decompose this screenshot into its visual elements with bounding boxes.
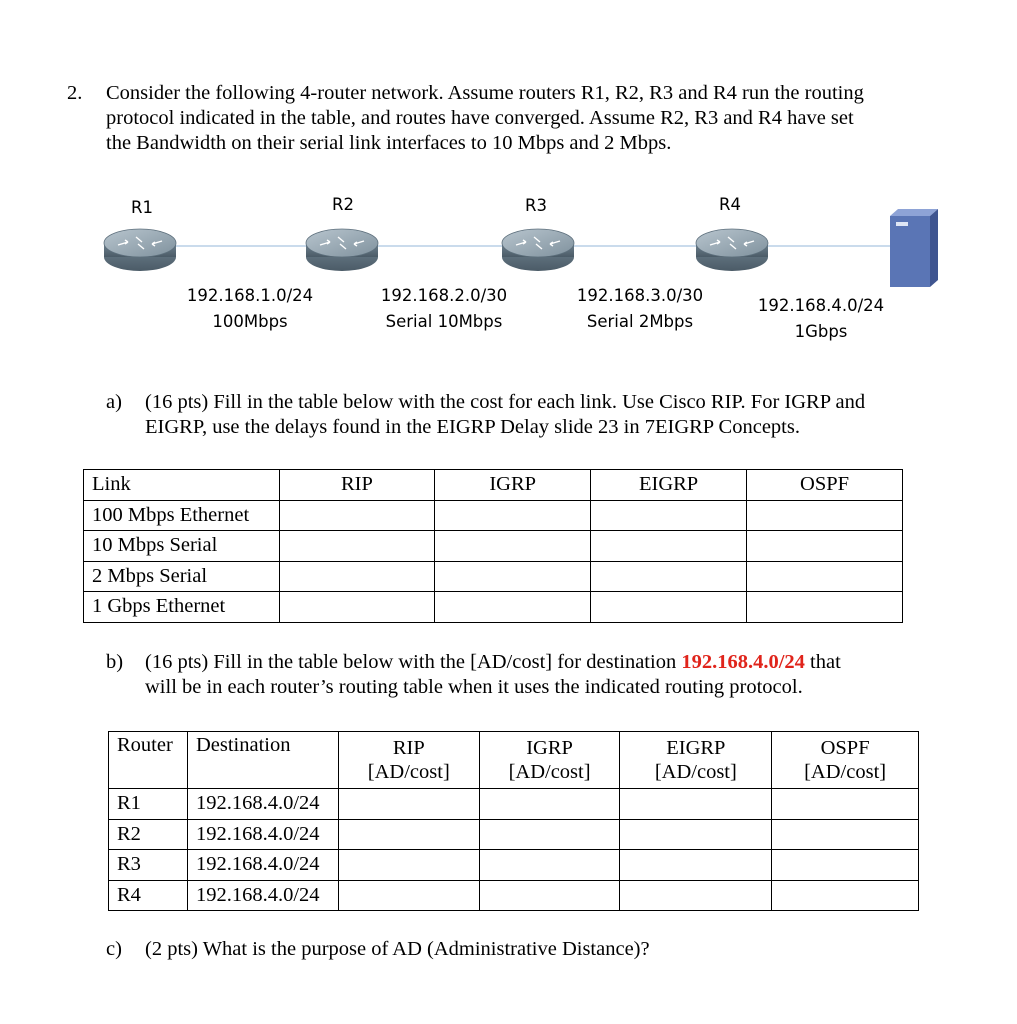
header-link: Link	[84, 470, 280, 501]
part-b-line-1	[145, 650, 965, 675]
router-cell: R2	[109, 819, 188, 850]
router-icon	[696, 229, 768, 271]
table-header-row	[84, 470, 903, 501]
part-b-line-1-pre: (16 pts) Fill in the table below with the [AD/cost] for destination	[145, 651, 682, 673]
link-name-cell: 10 Mbps Serial	[84, 531, 280, 562]
table-row	[84, 500, 903, 531]
header-destination: Destination	[187, 732, 338, 789]
ospf-entry-cell[interactable]	[772, 850, 919, 881]
rip-entry-cell[interactable]	[338, 789, 479, 820]
link-cost-table	[83, 469, 903, 623]
part-b-letter: b)	[106, 651, 124, 673]
eigrp-entry-cell[interactable]	[620, 850, 772, 881]
header-eigrp-label: EIGRP	[666, 737, 726, 759]
router-icon	[104, 229, 176, 271]
header-eigrp	[620, 732, 772, 789]
part-c-letter: c)	[106, 938, 122, 960]
rip-cost-cell[interactable]	[279, 561, 435, 592]
header-rip: RIP	[279, 470, 435, 501]
eigrp-cost-cell[interactable]	[591, 592, 747, 623]
link-name-cell: 100 Mbps Ethernet	[84, 500, 280, 531]
table-header-row	[109, 732, 919, 789]
igrp-cost-cell[interactable]	[435, 592, 591, 623]
header-ospf-sub: [AD/cost]	[804, 761, 887, 783]
eigrp-cost-cell[interactable]	[591, 500, 747, 531]
rip-cost-cell[interactable]	[279, 592, 435, 623]
link-label-4	[741, 293, 901, 345]
header-igrp: IGRP	[435, 470, 591, 501]
ospf-cost-cell[interactable]	[747, 531, 903, 562]
igrp-entry-cell[interactable]	[479, 819, 620, 850]
ospf-cost-cell[interactable]	[747, 592, 903, 623]
ospf-entry-cell[interactable]	[772, 819, 919, 850]
table-row	[109, 850, 919, 881]
header-igrp-label: IGRP	[526, 737, 573, 759]
link-network: 192.168.2.0/30	[380, 286, 508, 305]
router-label-r4: R4	[719, 195, 741, 214]
destination-cell: 192.168.4.0/24	[187, 850, 338, 881]
link-name-cell: 2 Mbps Serial	[84, 561, 280, 592]
link-label-1	[170, 283, 330, 335]
link-label-3	[560, 283, 720, 335]
igrp-entry-cell[interactable]	[479, 880, 620, 911]
destination-cell: 192.168.4.0/24	[187, 880, 338, 911]
table-row	[109, 789, 919, 820]
header-ospf-label: OSPF	[820, 737, 870, 759]
router-icon	[502, 229, 574, 271]
question-number: 2.	[67, 82, 83, 104]
header-igrp-sub: [AD/cost]	[508, 761, 591, 783]
table-row	[84, 531, 903, 562]
header-ospf: OSPF	[747, 470, 903, 501]
ospf-entry-cell[interactable]	[772, 880, 919, 911]
rip-entry-cell[interactable]	[338, 819, 479, 850]
header-rip	[338, 732, 479, 789]
part-a-line-1: (16 pts) Fill in the table below with the cost for each link. Use Cisco RIP. For IGRP and	[145, 391, 866, 413]
router-cell: R4	[109, 880, 188, 911]
eigrp-cost-cell[interactable]	[591, 531, 747, 562]
link-network: 192.168.3.0/30	[576, 286, 704, 305]
intro-line-2: protocol indicated in the table, and routes have converged. Assume R2, R3 and R4 have set	[106, 107, 854, 129]
rip-entry-cell[interactable]	[338, 880, 479, 911]
link-label-2	[364, 283, 524, 335]
header-rip-sub: [AD/cost]	[367, 761, 450, 783]
link-desc: Serial 10Mbps	[385, 312, 503, 331]
table-row	[84, 592, 903, 623]
table-row	[84, 561, 903, 592]
intro-line-1: Consider the following 4-router network. Assume routers R1, R2, R3 and R4 run the routing	[106, 82, 864, 104]
intro-line-3: the Bandwidth on their serial link interfaces to 10 Mbps and 2 Mbps.	[106, 132, 672, 154]
rip-cost-cell[interactable]	[279, 500, 435, 531]
header-eigrp: EIGRP	[591, 470, 747, 501]
header-eigrp-sub: [AD/cost]	[654, 761, 737, 783]
table-row	[109, 819, 919, 850]
header-ospf	[772, 732, 919, 789]
server-icon	[890, 209, 938, 287]
header-router: Router	[109, 732, 188, 789]
route-table	[108, 731, 919, 911]
igrp-entry-cell[interactable]	[479, 850, 620, 881]
part-b-text	[145, 650, 965, 700]
eigrp-entry-cell[interactable]	[620, 819, 772, 850]
ospf-cost-cell[interactable]	[747, 500, 903, 531]
eigrp-cost-cell[interactable]	[591, 561, 747, 592]
router-label-r3: R3	[525, 196, 547, 215]
header-rip-label: RIP	[392, 737, 425, 759]
router-label-r2: R2	[332, 195, 354, 214]
link-desc: 100Mbps	[212, 312, 288, 331]
igrp-cost-cell[interactable]	[435, 500, 591, 531]
router-cell: R1	[109, 789, 188, 820]
part-a-letter: a)	[106, 391, 122, 413]
eigrp-entry-cell[interactable]	[620, 880, 772, 911]
part-a-line-2: EIGRP, use the delays found in the EIGRP Delay slide 23 in 7EIGRP Concepts.	[145, 416, 800, 438]
ospf-cost-cell[interactable]	[747, 561, 903, 592]
rip-cost-cell[interactable]	[279, 531, 435, 562]
table-row	[109, 880, 919, 911]
destination-cell: 192.168.4.0/24	[187, 819, 338, 850]
network-diagram	[0, 180, 1017, 360]
igrp-cost-cell[interactable]	[435, 531, 591, 562]
link-network: 192.168.4.0/24	[757, 296, 885, 315]
destination-highlight: 192.168.4.0/24	[681, 651, 805, 673]
eigrp-entry-cell[interactable]	[620, 789, 772, 820]
igrp-cost-cell[interactable]	[435, 561, 591, 592]
destination-cell: 192.168.4.0/24	[187, 789, 338, 820]
part-b-line-2: will be in each router’s routing table when it uses the indicated routing protocol.	[145, 676, 803, 698]
router-cell: R3	[109, 850, 188, 881]
link-desc: Serial 2Mbps	[586, 312, 694, 331]
igrp-entry-cell[interactable]	[479, 789, 620, 820]
part-b-line-1-post: that	[804, 651, 841, 673]
router-label-r1: R1	[131, 198, 153, 217]
header-igrp	[479, 732, 620, 789]
link-name-cell: 1 Gbps Ethernet	[84, 592, 280, 623]
link-network: 192.168.1.0/24	[186, 286, 314, 305]
link-desc: 1Gbps	[794, 322, 848, 341]
part-a-text	[145, 390, 945, 440]
question-intro	[106, 81, 966, 156]
part-c-text: (2 pts) What is the purpose of AD (Administrative Distance)?	[145, 938, 650, 960]
ospf-entry-cell[interactable]	[772, 789, 919, 820]
rip-entry-cell[interactable]	[338, 850, 479, 881]
router-icon	[306, 229, 378, 271]
